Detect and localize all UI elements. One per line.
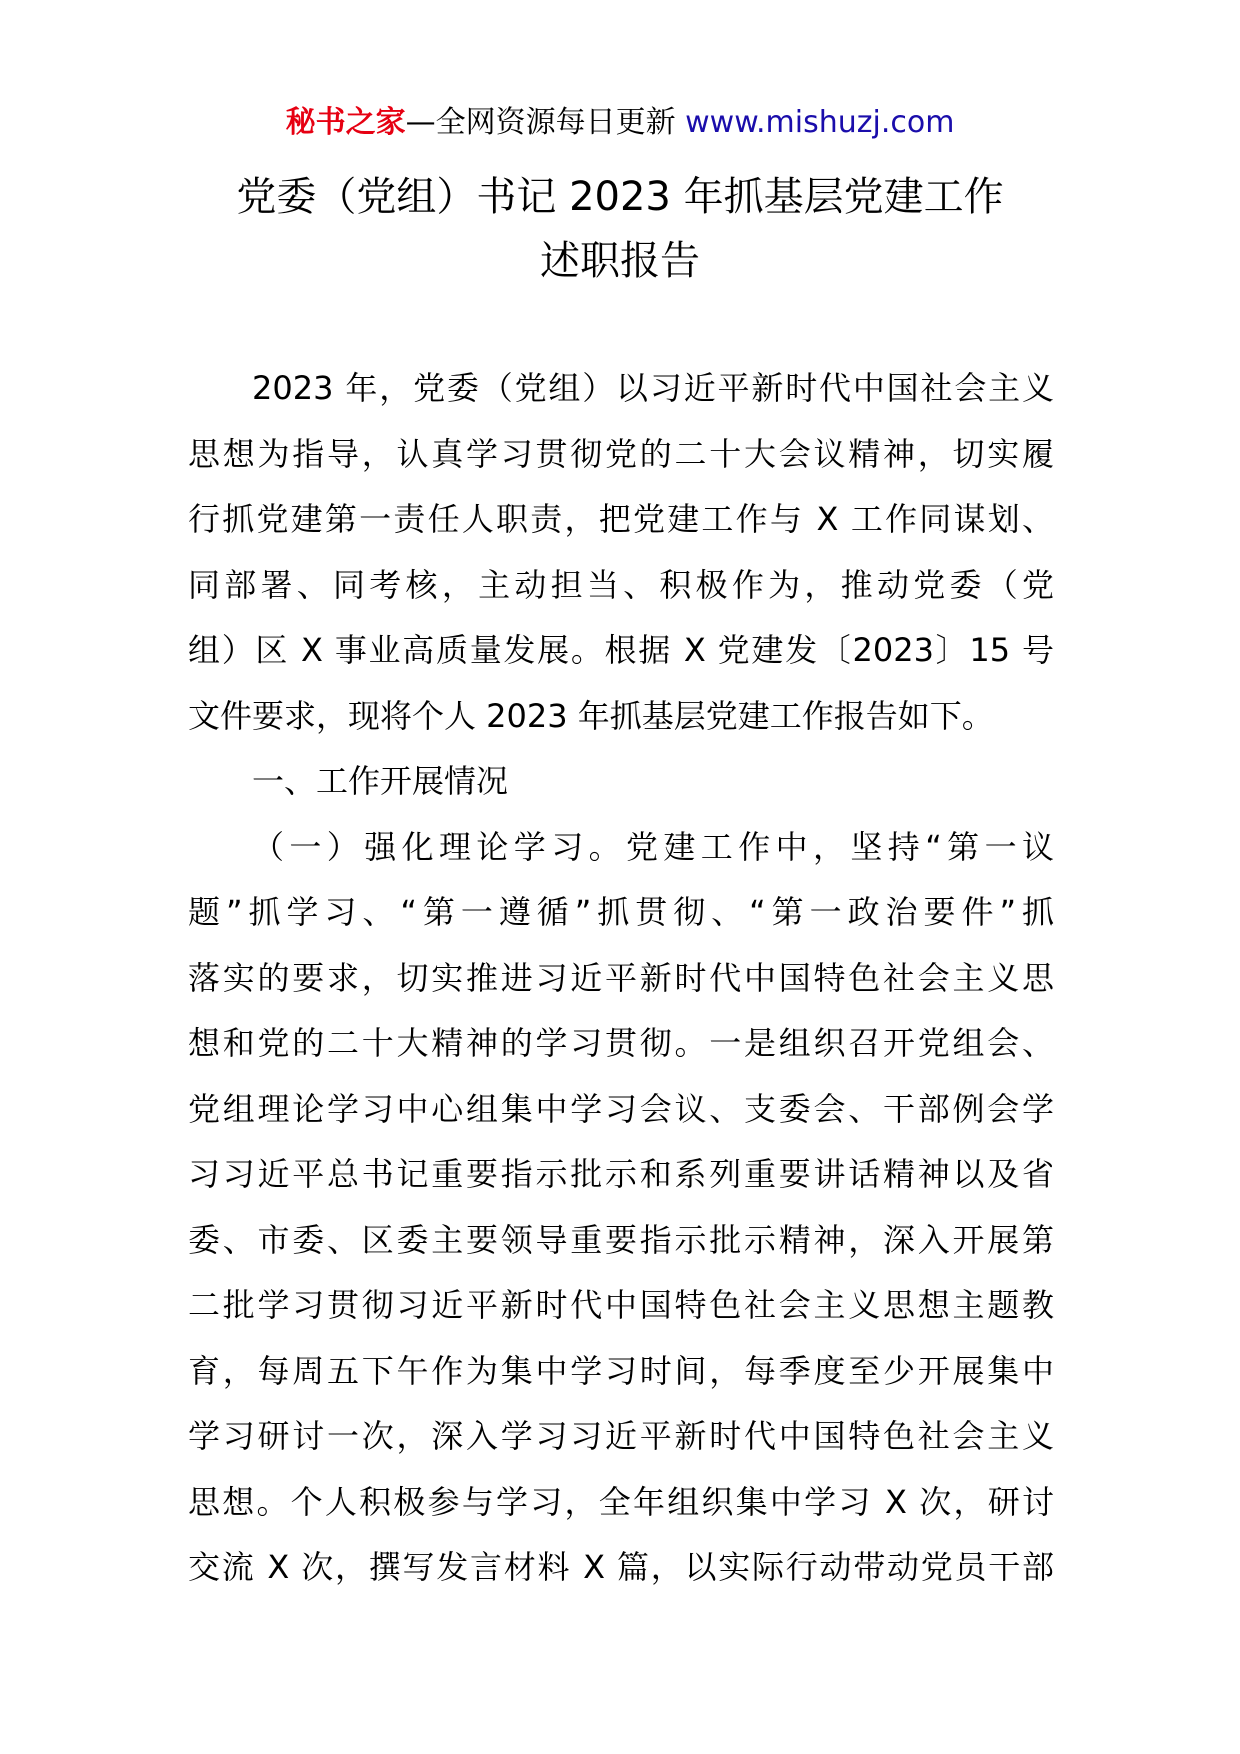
body-line: 同部署、同考核，主动担当、积极作为，推动党委（党 (188, 565, 1054, 604)
body-line: 习习近平总书记重要指示批示和系列重要讲话精神以及省 (188, 1155, 1054, 1193)
body-line: 2023 年，党委（党组）以习近平新时代中国社会主义 (252, 369, 1054, 407)
document-title (0, 165, 1240, 293)
site-header (0, 98, 1240, 148)
site-url-link[interactable]: www.mishuzj.com (685, 105, 955, 140)
body-line: 题”抓学习、“第一遵循”抓贯彻、“第一政治要件”抓 (188, 893, 1054, 931)
body-line: 党组理论学习中心组集中学习会议、支委会、干部例会学 (188, 1089, 1054, 1128)
body-line: 学习研讨一次，深入学习习近平新时代中国特色社会主义 (188, 1417, 1054, 1455)
section-heading: 一、工作开展情况 (252, 762, 509, 800)
title-line-2: 述职报告 (540, 238, 700, 284)
body-line: 组）区 X 事业高质量发展。根据 X 党建发〔2023〕15 号 (188, 631, 1054, 669)
header-tagline: —全网资源每日更新 (405, 105, 676, 140)
title-line-1: 党委（党组）书记 2023 年抓基层党建工作 (236, 174, 1004, 220)
body-line: 二批学习贯彻习近平新时代中国特色社会主义思想主题教 (188, 1286, 1054, 1324)
body-line: 落实的要求，切实推进习近平新时代中国特色社会主义思 (188, 958, 1054, 997)
body-line: 交流 X 次，撰写发言材料 X 篇，以实际行动带动党员干部 (188, 1548, 1054, 1586)
body-line: 育，每周五下午作为集中学习时间，每季度至少开展集中 (188, 1351, 1054, 1390)
body-line: 思想。个人积极参与学习，全年组织集中学习 X 次，研讨 (188, 1482, 1054, 1521)
body-line: 委、市委、区委主要领导重要指示批示精神，深入开展第 (188, 1220, 1054, 1259)
body-line: 思想为指导，认真学习贯彻党的二十大会议精神，切实履 (188, 434, 1054, 473)
body-line: 想和党的二十大精神的学习贯彻。一是组织召开党组会、 (188, 1024, 1054, 1062)
body-line: （一）强化理论学习。党建工作中，坚持“第一议 (252, 827, 1054, 866)
document-body (188, 356, 1054, 1601)
brand-name: 秘书之家 (285, 105, 406, 140)
body-line: 行抓党建第一责任人职责，把党建工作与 X 工作同谋划、 (188, 500, 1054, 538)
body-line: 文件要求，现将个人 2023 年抓基层党建工作报告如下。 (188, 696, 994, 735)
